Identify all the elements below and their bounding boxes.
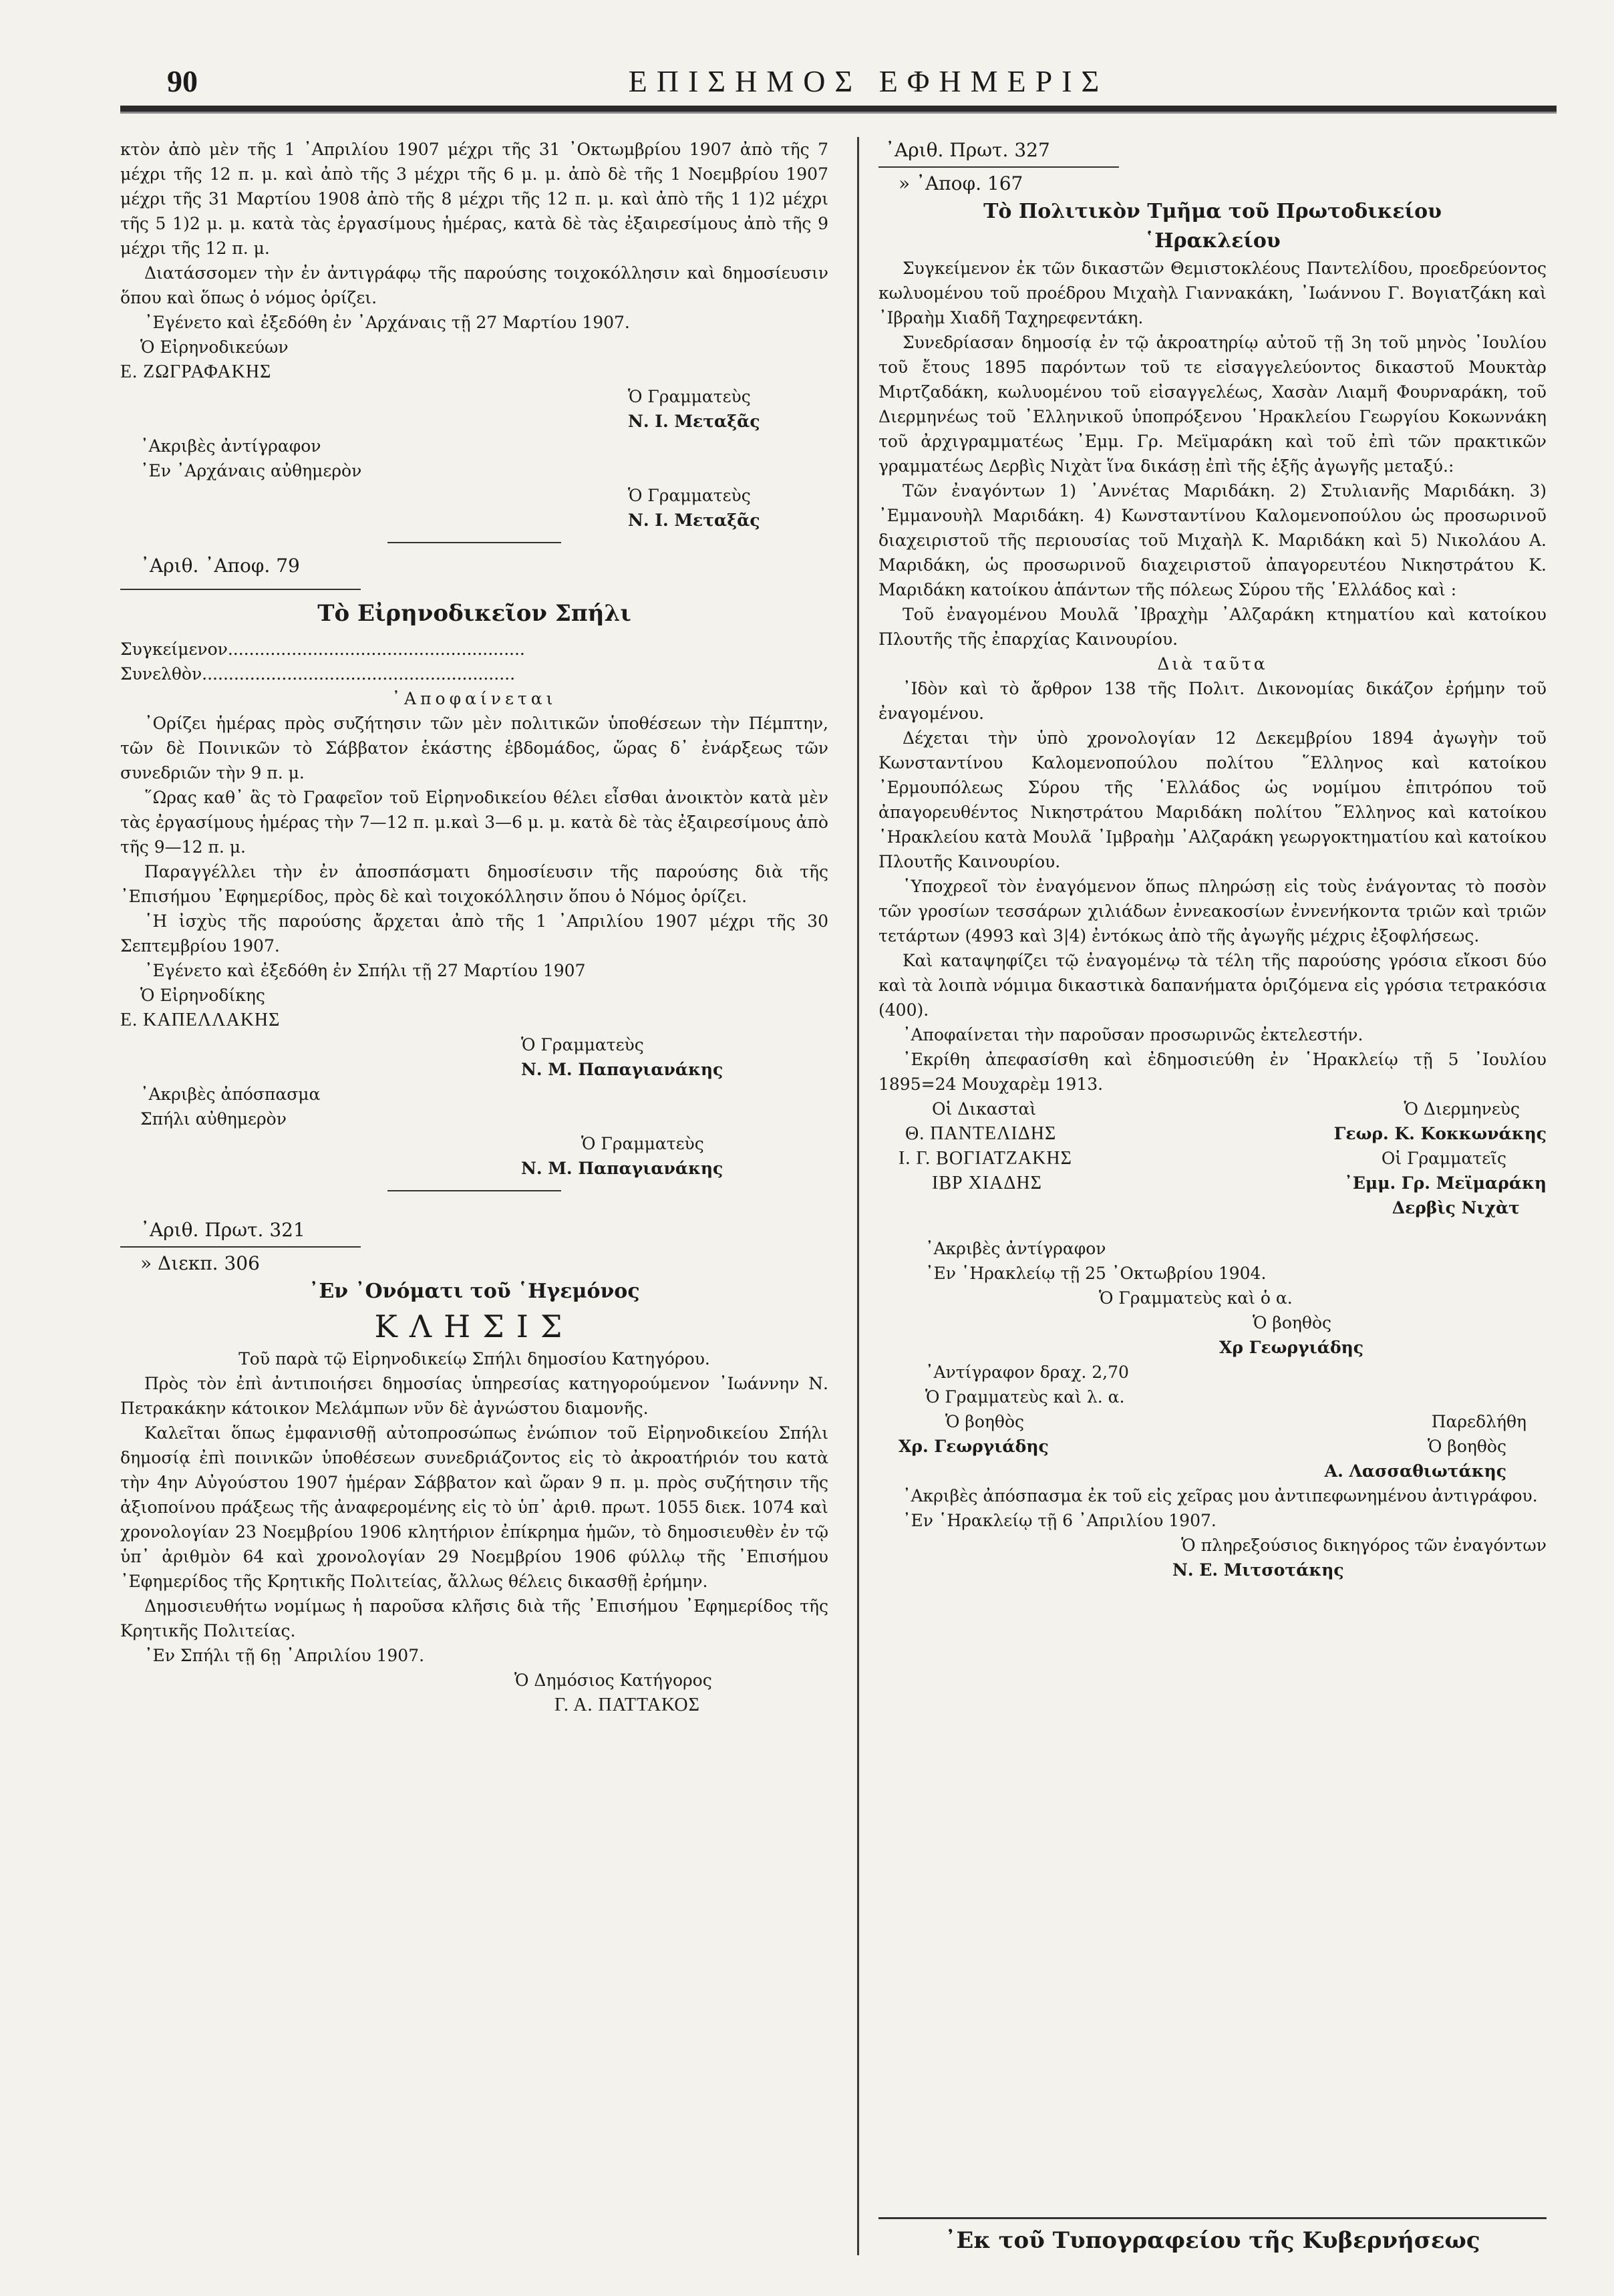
paragraph: ᾿Εκρίθη ἀπεφασίσθη καὶ ἐδημοσιεύθη ἐν ῾Ηρακλείῳ τῇ 5 ᾿Ιουλίου 1895=24 Μουχαρὲμ 1913. bbox=[878, 1050, 1547, 1094]
signature-row bbox=[878, 1409, 1547, 1434]
paragraph: Τῶν ἐναγόντων 1) ᾿Αννέτας Μαριδάκη. 2) Στυλιανῆς Μαριδάκη. 3) ᾿Εμμανουὴλ Μαριδάκη. 4) Κωνσταντίνου Καλομενοπούλου ὡς προσωρινοῦ διαχειριστοῦ τῆς περιουσίας τοῦ Μιχαὴλ Κ. Μαριδάκη καὶ 5) Νικολάου Α. Μαριδάκη, ὡς προσωρινοῦ διαχειριστοῦ ἀπαγορευτέου Νικηστράτου Κ. Μαριδάκη κατοίκου ἁπάντων τῆς πόλεως Σύρου τῆς ῾Ελλάδος καὶ : bbox=[878, 481, 1547, 599]
signature-name: ᾿Εμμ. Γρ. Μεϊμαράκη bbox=[1344, 1173, 1547, 1193]
signature-title: Ὁ Γραμματεὺς bbox=[628, 387, 751, 406]
section-heading: ῾Ηρακλείου bbox=[1144, 229, 1281, 253]
summons-from: Τοῦ παρὰ τῷ Εἰρηνοδικείῳ Σπήλι δημοσίου Κατηγόρου. bbox=[238, 1349, 710, 1369]
issued-line: ᾿Εν Σπήλι τῇ 6ῃ ᾿Απριλίου 1907. bbox=[144, 1646, 425, 1665]
decision-reference: » ᾿Αποφ. 167 bbox=[899, 172, 1023, 194]
issued-line: ᾿Εγένετο καὶ ἐξεδόθη ἐν Σπήλι τῇ 27 Μαρτίου 1907 bbox=[144, 961, 586, 980]
signature-name: Ν. Ι. Μεταξᾶς bbox=[628, 412, 760, 431]
signature-title: Ὁ βοηθὸς bbox=[1427, 1437, 1506, 1456]
section-heading: Τὸ Πολιτικὸν Τμῆμα τοῦ Πρωτοδικείου bbox=[983, 200, 1442, 223]
copy-label: ᾿Ακριβὲς ἀντίγραφον bbox=[925, 1239, 1106, 1258]
therefore-heading: Διὰ ταῦτα bbox=[1157, 654, 1268, 674]
signature-row bbox=[878, 1434, 1547, 1459]
signature-title: Ὁ Διερμηνεὺς bbox=[1404, 1099, 1520, 1119]
signature-name: Γεωρ. Κ. Κοκκωνάκης bbox=[1333, 1124, 1547, 1143]
signature-title: Οἱ Γραμματεῖς bbox=[1381, 1149, 1506, 1168]
signature-title: Ὁ Γραμματεὺς bbox=[521, 1035, 644, 1054]
signature-row bbox=[878, 1121, 1547, 1146]
column-divider bbox=[857, 137, 859, 2255]
paragraph: Συγκείμενον ἐκ τῶν δικαστῶν Θεμιστοκλέους Παντελίδου, προεδρεύοντος κωλυομένου τοῦ προέδρου Μιχαὴλ Γιαννακάκη, ᾿Ιωάννου Γ. Βογιατζάκη καὶ ᾿Ιβραὴμ Χιαδῆ Ταχηρεφεντάκη. bbox=[878, 259, 1547, 327]
signature-name: Ν. Ε. Μιτσοτάκης bbox=[1172, 1560, 1344, 1580]
separator bbox=[387, 542, 561, 543]
place-date: ᾿Εν ῾Ηρακλείῳ τῇ 25 ᾿Οκτωβρίου 1904. bbox=[925, 1264, 1267, 1283]
signature-name: Ν. Ι. Μεταξᾶς bbox=[628, 511, 760, 530]
signature-row bbox=[878, 1097, 1547, 1121]
protocol-reference: ᾿Αριθ. Πρωτ. 327 bbox=[885, 139, 1050, 161]
signature-title: Ὁ Εἰρηνοδίκης bbox=[140, 986, 265, 1005]
protocol-reference: ᾿Αριθ. Πρωτ. 321 bbox=[140, 1219, 305, 1241]
page-header bbox=[167, 63, 1570, 110]
section-heading: Τὸ Εἰρηνοδικεῖον Σπήλι bbox=[317, 600, 631, 627]
signature-name: ΙΒΡ ΧΙΑΔΗΣ bbox=[932, 1173, 1042, 1193]
signature-title: Ὁ πληρεξούσιος δικηγόρος τῶν ἐναγόντων bbox=[1181, 1536, 1547, 1555]
signature-title: Ὁ Γραμματεὺς καὶ λ. α. bbox=[925, 1387, 1125, 1407]
left-column bbox=[120, 137, 828, 1717]
convened-line: Συνελθὸν........................................................... bbox=[120, 664, 516, 684]
fee-line: ᾿Αντίγραφον δραχ. 2,70 bbox=[925, 1362, 1129, 1382]
paragraph: Πρὸς τὸν ἐπὶ ἀντιποιήσει δημοσίας ὑπηρεσίας κατηγορούμενον ᾿Ιωάννην Ν. Πετρακάκην κάτοικον Μελάμπων νῦν δὲ ἀγνώστου διαμονῆς. bbox=[120, 1374, 828, 1418]
decides-heading: ᾿Αποφαίνεται bbox=[391, 689, 557, 708]
paragraph: Διατάσσομεν τὴν ἐν ἀντιγράφῳ τῆς παρούσης τοιχοκόλλησιν καὶ δημοσίευσιν ὅπου καὶ ὅπως ὁ νόμος ὁρίζει. bbox=[120, 263, 828, 307]
paragraph: Τοῦ ἐναγομένου Μουλᾶ ᾿Ιβραχὴμ ᾿Αλζαράκη κτηματίου καὶ κατοίκου Πλουτῆς τῆς ἐπαρχίας Καινουρίου. bbox=[878, 605, 1547, 649]
signature-name: Ι. Γ. ΒΟΓΙΑΤΖΑΚΗΣ bbox=[899, 1148, 1072, 1169]
signature-row bbox=[878, 1171, 1547, 1195]
paragraph: Παραγγέλλει τὴν ἐν ἀποσπάσματι δημοσίευσιν τῆς παρούσης διὰ τῆς ᾿Επισήμου ᾿Εφημερίδος, πρὸς δὲ καὶ τοιχοκόλλησιν ὅπου ὁ Νόμος ὁρίζει. bbox=[120, 862, 828, 906]
paragraph: Δημοσιευθήτω νομίμως ἡ παροῦσα κλῆσις διὰ τῆς ᾿Επισήμου ᾿Εφημερίδος τῆς Κρητικῆς Πολιτείας. bbox=[120, 1596, 828, 1640]
place-date: ᾿Εν ᾿Αρχάναις αὐθημερὸν bbox=[140, 461, 362, 480]
section-heading: ᾿Εν ᾿Ονόματι τοῦ ῾Ηγεμόνος bbox=[309, 1280, 640, 1303]
right-column bbox=[878, 137, 1547, 1582]
signature-title: Ὁ Εἰρηνοδικεύων bbox=[140, 337, 289, 357]
masthead-rule bbox=[120, 106, 1557, 114]
signature-name: Θ. ΠΑΝΤΕΛΙΔΗΣ bbox=[905, 1123, 1057, 1144]
paragraph: Καὶ καταψηφίζει τῷ ἐναγομένῳ τὰ τέλη τῆς παρούσης γρόσια εἴκοσι δύο καὶ τὰ λοιπὰ νόμιμα δικαστικὰ δαπανήματα ὁριζόμενα εἰς γρόσια τετρακόσια (400). bbox=[878, 951, 1547, 1020]
separator bbox=[387, 1190, 561, 1191]
decision-reference: ᾿Αριθ. ᾿Αποφ. 79 bbox=[140, 555, 300, 577]
paragraph: Καλεῖται ὅπως ἐμφανισθῇ αὐτοπροσώπως ἐνώπιον τοῦ Εἰρηνοδικείου Σπήλι δημοσίᾳ ἐπὶ ποινικῶν ὑποθέσεων συνεδριάζοντος εἰς τὸ ἀκροατήριόν του κατὰ τὴν 4ην Αὐγούστου 1907 ἡμέραν Σάββατον καὶ ὥραν 9 π. μ. πρὸς συζήτησιν τῆς ἀξιοποίνου πράξεως τῆς ἀναφερομένης εἰς τὸ ὑπ᾿ ἀριθ. πρωτ. 1055 διεκ. 1074 καὶ χρονολογίαν 23 Νοεμβρίου 1906 κλητήριον ἐπίκρημα ἡμῶν, τὸ δημοσιευθὲν ἐν τῷ ὑπ᾿ ἀριθμὸν 64 καὶ χρονολογίαν 29 Νοεμβρίου 1906 φύλλῳ τῆς ᾿Επισήμου ᾿Εφημερίδος τῆς Κρητικῆς Πολιτείας, ἄλλως θέλεις δικασθῇ ἐρήμην. bbox=[120, 1423, 828, 1591]
composition-line: Συγκείμενον........................................................ bbox=[120, 639, 525, 659]
signature-name: Ν. Μ. Παπαγιανάκης bbox=[521, 1060, 723, 1079]
signature-title: Ὁ Δημόσιος Κατήγορος bbox=[514, 1671, 712, 1690]
copy-label: ᾿Ακριβὲς ἀπόσπασμα bbox=[140, 1085, 321, 1104]
masthead: ΕΠΙΣΗΜΟΣ ΕΦΗΜΕΡΙΣ bbox=[628, 64, 1109, 98]
place-date: Σπήλι αὐθημερὸν bbox=[140, 1109, 287, 1129]
paragraph: ᾿Ακριβὲς ἀπόσπασμα ἐκ τοῦ εἰς χεῖρας μου ἀντιπεφωνημένου ἀντιγράφου. bbox=[903, 1486, 1538, 1505]
spacer bbox=[878, 1220, 1547, 1236]
place-date: ᾿Εν ῾Ηρακλείῳ τῇ 6 ᾿Απριλίου 1907. bbox=[903, 1511, 1217, 1530]
separator bbox=[878, 166, 1119, 168]
page-number: 90 bbox=[167, 64, 198, 98]
signature-name: Δερβὶς Νιχὰτ bbox=[1392, 1198, 1520, 1217]
paragraph: Συνεδρίασαν δημοσίᾳ ἐν τῷ ἀκροατηρίῳ αὐτοῦ τῇ 3η τοῦ μηνὸς ᾿Ιουλίου τοῦ ἔτους 1895 παρόντων τοῦ τε εἰσαγγελεύοντος δικαστοῦ Μουκτὰρ Μιρτζαδάκη, κωλυομένου τοῦ εἰσαγγελέως, Χασὰν Λιαμῆ Φουρναράκη, τοῦ Διερμηνέως τοῦ ᾿Ελληνικοῦ ὑποπρόξενου ῾Ηρακλείου Γεωργίου Κοκωννάκη τοῦ ἀρχιγραμματέως ᾿Εμμ. Γρ. Μεϊμαράκη καὶ τοῦ ἐπὶ τῶν πρακτικῶν γραμματέως Δερβὶς Νιχὰτ ἵνα δικάσῃ ἐπὶ τῆς ἑξῆς ἀγωγῆς μεταξύ.: bbox=[878, 333, 1547, 476]
spacer bbox=[120, 1201, 828, 1217]
signature-title: Ὁ Γραμματεὺς bbox=[628, 486, 751, 505]
paragraph: ᾿Ορίζει ἡμέρας πρὸς συζήτησιν τῶν μὲν πολιτικῶν ὑποθέσεων τὴν Πέμπτην, τῶν δὲ Ποινικῶν τὸ Σάββατον ἑκάστης ἑβδομάδος, ὥρας δ᾿ ἐνάρξεως τῶν συνεδριῶν τὴν 9 π. μ. bbox=[120, 714, 828, 782]
dispatch-reference: » Διεκπ. 306 bbox=[140, 1252, 260, 1274]
signature-title: Ὁ Γραμματεὺς καὶ ὁ α. bbox=[1099, 1288, 1293, 1308]
paragraph: ῾Η ἰσχὺς τῆς παρούσης ἄρχεται ἀπὸ τῆς 1 ᾿Απριλίου 1907 μέχρι τῆς 30 Σεπτεμβρίου 1907. bbox=[120, 911, 828, 956]
signature-name: Χρ. Γεωργιάδης bbox=[899, 1437, 1049, 1456]
paragraph: ῞Ωρας καθ᾿ ἃς τὸ Γραφεῖον τοῦ Εἰρηνοδικείου θέλει εἶσθαι ἀνοικτὸν κατὰ μὲν τὰς ἐργασίμους ἡμέρας τὴν 7—12 π. μ.καὶ 3—6 μ. μ. κατὰ δὲ τὰς ἐξαιρεσίμους ἀπὸ τῆς 9—12 π. μ. bbox=[120, 788, 828, 857]
paragraph: Δέχεται τὴν ὑπὸ χρονολογίαν 12 Δεκεμβρίου 1894 ἀγωγὴν τοῦ Κωνσταντίνου Καλομενοπούλου πολίτου ῞Ελληνος καὶ κατοίκου ᾿Ερμουπόλεως Σύρου τῆς ῾Ελλάδος ὡς νομίμου ἐπιτρόπου τοῦ ἀπαγορευθέντος Νικηστράτου Μαριδάκη πολίτου ῞Ελληνος καὶ κατοίκου ῾Ηρακλείου κατὰ Μουλᾶ ᾿Ιμβραὴμ ᾿Αλζαράκη γεωργοκτηματίου καὶ κατοίκου Πλουτῆς Καινουρίου. bbox=[878, 728, 1547, 871]
summons-title: ΚΛΗΣΙΣ bbox=[374, 1308, 575, 1344]
paragraph: κτὸν ἀπὸ μὲν τῆς 1 ᾿Απριλίου 1907 μέχρι τῆς 31 ᾿Οκτωμβρίου 1907 ἀπὸ τῆς 7 μέχρι τῆς 12 π. μ. καὶ ἀπὸ τῆς 3 μέχρι τῆς 6 μ. μ. ἀπὸ δὲ τῆς 1 Νοεμβρίου 1907 μέχρι τῆς 31 Μαρτίου 1908 ἀπὸ τῆς 8 μέχρι τῆς 12 π. μ. καὶ ἀπὸ τῆς 1 1)2 μέχρι τῆς 5 1)2 μ. μ. κατὰ τὰς ἐργασίμους ἡμέρας, κατὰ δὲ τὰς ἐξαιρεσίμους ἀπὸ τῆς 9 μέχρι τῆς 12 π. μ. bbox=[120, 140, 828, 258]
signature-title: Οἱ Δικασταὶ bbox=[932, 1099, 1037, 1119]
signature-title: Ὁ βοηθὸς bbox=[1253, 1313, 1332, 1332]
paragraph: ᾿Ιδὸν καὶ τὸ ἄρθρον 138 τῆς Πολιτ. Δικονομίας δικάζον ἐρήμην τοῦ ἐναγομένου. bbox=[878, 679, 1547, 723]
signature-name: Ε. ΚΑΠΕΛΛΑΚΗΣ bbox=[120, 1010, 281, 1030]
served-label: Παρεδλήθη bbox=[1431, 1412, 1526, 1431]
signature-name: Γ. Α. ΠΑΤΤΑΚΟΣ bbox=[554, 1695, 700, 1715]
printer-footer: ᾿Εκ τοῦ Τυπογραφείου τῆς Κυβερνήσεως bbox=[878, 2217, 1547, 2254]
signature-name: Ε. ΖΩΓΡΑΦΑΚΗΣ bbox=[120, 362, 272, 382]
signature-name: Χρ Γεωργιάδης bbox=[1219, 1338, 1364, 1357]
signature-title: Ὁ Γραμματεὺς bbox=[581, 1134, 704, 1153]
signature-name: Α. Λασσαθιωτάκης bbox=[1324, 1461, 1506, 1481]
signature-row bbox=[878, 1146, 1547, 1171]
copy-label: ᾿Ακριβὲς ἀντίγραφον bbox=[140, 436, 321, 456]
signature-name: Ν. Μ. Παπαγιανάκης bbox=[521, 1159, 723, 1178]
separator bbox=[120, 589, 361, 590]
paragraph: ῾Υποχρεοῖ τὸν ἐναγόμενον ὅπως πληρώσῃ εἰς τοὺς ἐνάγοντας τὸ ποσὸν τῶν γροσίων τεσσάρων χιλιάδων ἐννεακοσίων ἐννενήκοντα τριῶν καὶ τριῶν τετάρτων (4993 καὶ 3|4) ἐντόκως ἀπὸ τῆς ἀγωγῆς μέχρις ἐξοφλήσεως. bbox=[878, 877, 1547, 946]
signature-title: Ὁ βοηθὸς bbox=[945, 1412, 1025, 1431]
issued-line: ᾿Εγένετο καὶ ἐξεδόθη ἐν ᾿Αρχάναις τῇ 27 Μαρτίου 1907. bbox=[144, 313, 630, 332]
separator bbox=[120, 1246, 361, 1248]
paragraph: ᾿Αποφαίνεται τὴν παροῦσαν προσωρινῶς ἐκτελεστήν. bbox=[903, 1025, 1363, 1044]
